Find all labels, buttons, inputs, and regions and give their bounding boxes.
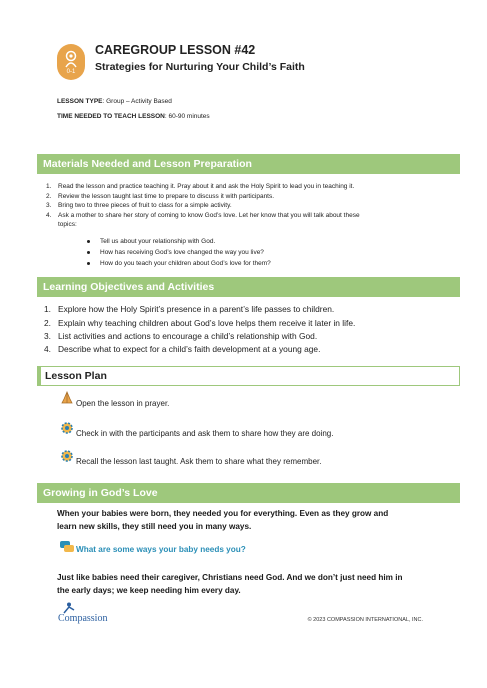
lesson-type-value: : Group – Activity Based: [102, 98, 172, 105]
lesson-plan-heading: Lesson Plan: [37, 366, 460, 386]
gear-icon: [60, 449, 74, 463]
lesson-time: [57, 113, 210, 120]
logo-wordmark: Compassion: [58, 613, 108, 624]
bullet-item: How do you teach your children about God’s love for them?: [100, 260, 271, 267]
lesson-time-label: TIME NEEDED TO TEACH LESSON: [57, 113, 165, 120]
child-icon: [63, 50, 79, 68]
discussion-icon: [59, 540, 75, 554]
plan-item: Recall the lesson last taught. Ask them to share what they remember.: [76, 457, 322, 466]
objectives-heading: Learning Objectives and Activities: [37, 277, 460, 297]
bullet-item: Tell us about your relationship with God.: [100, 238, 216, 245]
plan-item: Open the lesson in prayer.: [76, 399, 170, 408]
lesson-type: [57, 98, 172, 105]
objective-item: 1. Explore how the Holy Spirit’s presence in a parent’s life passes to children.: [44, 304, 335, 314]
bullet-item: How has receiving God’s love changed the way you live?: [100, 249, 264, 256]
growing-paragraph-1: When your babies were born, they needed you for everything. Even as they grow and learn new skills, they still need you in many ways.: [57, 509, 389, 531]
badge-age-label: 0-1: [66, 68, 76, 75]
list-item: 1. Read the lesson and practice teaching it. Pray about it and ask the Holy Spirit to lead you in teaching it.: [46, 183, 355, 190]
plan-item: Check in with the participants and ask them to share how they are doing.: [76, 429, 334, 438]
gear-icon: [60, 421, 74, 435]
list-item: 2. Review the lesson taught last time to prepare to discuss it with participants.: [46, 193, 275, 200]
lesson-badge-icon: [57, 44, 85, 80]
page-subtitle: Strategies for Nurturing Your Child’s Faith: [95, 61, 305, 73]
objective-item: 4. Describe what to expect for a child’s faith development at a young age.: [44, 344, 321, 354]
page-title: CAREGROUP LESSON #42: [95, 43, 256, 57]
growing-paragraph-2: Just like babies need their caregiver, Christians need God. And we don’t just need him in the early days; we keep needing him every day.: [57, 573, 403, 595]
objective-item: 3. List activities and actions to encourage a child’s relationship with God.: [44, 331, 318, 341]
list-item: 3. Bring two to three pieces of fruit to class for a simple activity.: [46, 202, 232, 209]
materials-heading: Materials Needed and Lesson Preparation: [37, 154, 460, 174]
objective-item: 2. Explain why teaching children about God’s love helps them receive it later in life.: [44, 318, 356, 328]
discussion-question: What are some ways your baby needs you?: [76, 545, 246, 554]
growing-heading: Growing in God’s Love: [37, 483, 460, 503]
lesson-time-value: : 60-90 minutes: [164, 113, 210, 120]
praying-hands-icon: [60, 391, 74, 405]
list-item: 4. Ask a mother to share her story of coming to know God’s love. Let her know that you will talk about these: [46, 212, 360, 219]
copyright-text: © 2023 COMPASSION INTERNATIONAL, INC.: [307, 617, 423, 623]
list-item-continuation: topics:: [58, 221, 77, 228]
lesson-type-label: LESSON TYPE: [57, 98, 103, 105]
